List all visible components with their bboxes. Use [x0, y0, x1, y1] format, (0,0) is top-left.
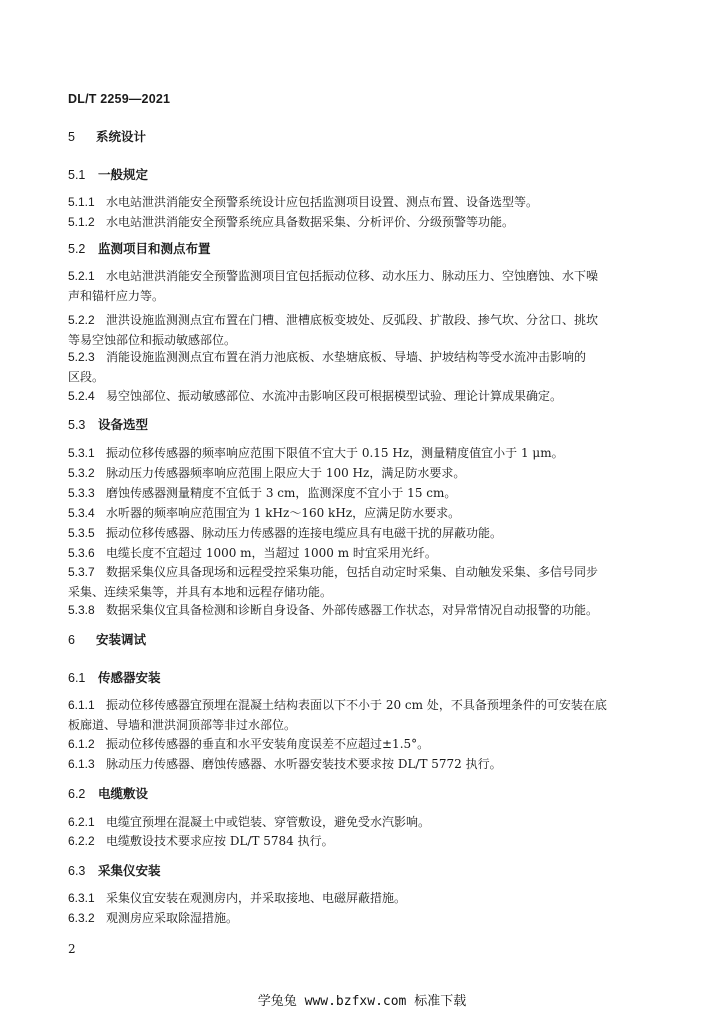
clause-text: 易空蚀部位、振动敏感部位、水流冲击影响区段可根据模型试验、理论计算成果确定。	[106, 389, 563, 403]
clause-text-line: 消能设施监测测点宜布置在消力池底板、水垫塘底板、导墙、护坡结构等受水流冲击影响的	[106, 350, 587, 364]
clause-number: 5.3.7	[68, 565, 95, 579]
clause-text: 水电站泄洪消能安全预警系统应具备数据采集、分析评价、分级预警等功能。	[106, 215, 515, 229]
clause-text: 数据采集仪宜具备检测和诊断自身设备、外部传感器工作状态，对异常情况自动报警的功能。	[106, 603, 599, 617]
clause-number: 5.2.4	[68, 389, 95, 403]
section-5-1-heading	[68, 165, 148, 183]
clause-text: 电缆敷设技术要求应按 DL/T 5784 执行。	[106, 834, 334, 848]
watermark-footer: 学兔兔 www.bzfxw.com 标准下载	[257, 994, 467, 1009]
section-title: 安装调试	[96, 632, 147, 647]
section-title: 监测项目和测点布置	[98, 241, 211, 256]
clause-text-line: 板廊道、导墙和泄洪洞顶部等非过水部位。	[68, 718, 297, 732]
clause-5-3-3	[68, 483, 658, 503]
clause-text: 磨蚀传感器测量精度不宜低于 3 cm，监测深度不宜小于 15 cm。	[106, 486, 457, 500]
clause-5-1-2	[68, 212, 658, 232]
clause-number: 5.2.2	[68, 313, 95, 327]
clause-text-line: 数据采集仪应具备现场和远程受控采集功能，包括自动定时采集、自动触发采集、多信号同步	[106, 565, 599, 579]
clause-text-line: 泄洪设施监测测点宜布置在门槽、泄槽底板变坡处、反弧段、扩散段、掺气坎、分岔口、挑坎	[106, 313, 599, 327]
clause-6-1-1	[68, 695, 658, 735]
clause-6-3-2	[68, 908, 658, 928]
section-title: 传感器安装	[98, 670, 161, 685]
clause-5-3-7	[68, 562, 658, 602]
section-number: 6	[68, 633, 75, 647]
clause-5-3-4	[68, 503, 658, 523]
clause-number: 5.1.1	[68, 195, 95, 209]
clause-text-line: 水电站泄洪消能安全预警监测项目宜包括振动位移、动水压力、脉动压力、空蚀磨蚀、水下噪	[106, 269, 599, 283]
clause-number: 5.2.1	[68, 269, 95, 283]
section-number: 6.2	[68, 787, 86, 801]
clause-number: 6.2.1	[68, 815, 95, 829]
section-5-heading	[68, 127, 146, 145]
section-title: 一般规定	[98, 167, 149, 182]
clause-text: 振动位移传感器、脉动压力传感器的连接电缆应具有电磁干扰的屏蔽功能。	[106, 526, 503, 540]
clause-number: 6.1.3	[68, 757, 95, 771]
clause-number: 5.3.6	[68, 546, 95, 560]
page-number: 2	[68, 942, 76, 956]
clause-number: 5.1.2	[68, 215, 95, 229]
clause-number: 6.3.1	[68, 891, 95, 905]
clause-5-2-2	[68, 310, 658, 350]
section-title: 系统设计	[96, 129, 147, 144]
section-5-2-heading	[68, 239, 211, 257]
clause-number: 5.2.3	[68, 350, 95, 364]
clause-5-3-8	[68, 600, 658, 620]
clause-number: 5.3.1	[68, 446, 95, 460]
clause-text: 电缆长度不宜超过 1000 m，当超过 1000 m 时宜采用光纤。	[106, 546, 437, 560]
clause-6-1-2	[68, 734, 658, 754]
clause-6-3-1	[68, 888, 658, 908]
section-title: 采集仪安装	[98, 863, 161, 878]
section-number: 6.3	[68, 864, 86, 878]
clause-text: 水听器的频率响应范围宜为 1 kHz～160 kHz，应满足防水要求。	[106, 506, 461, 520]
clause-number: 6.2.2	[68, 834, 95, 848]
clause-number: 6.1.1	[68, 698, 95, 712]
clause-number: 5.3.2	[68, 466, 95, 480]
document-code: DL/T 2259—2021	[68, 92, 171, 106]
section-number: 5.1	[68, 168, 86, 182]
clause-5-3-6	[68, 543, 658, 563]
section-number: 6.1	[68, 671, 86, 685]
clause-number: 5.3.3	[68, 486, 95, 500]
section-number: 5.2	[68, 242, 86, 256]
clause-text-line: 采集、连续采集等，并具有本地和远程存储功能。	[68, 585, 333, 599]
clause-6-2-2	[68, 831, 658, 851]
clause-text-line: 振动位移传感器宜预埋在混凝土结构表面以下不小于 20 cm 处，不具备预埋条件的可安装在底	[106, 698, 607, 712]
clause-text: 脉动压力传感器频率响应范围上限应大于 100 Hz，满足防水要求。	[106, 466, 466, 480]
section-title: 电缆敷设	[98, 786, 149, 801]
section-number: 5	[68, 130, 75, 144]
section-5-3-heading	[68, 415, 148, 433]
clause-text-line: 等易空蚀部位和振动敏感部位。	[68, 333, 237, 347]
clause-text: 振动位移传感器的频率响应范围下限值不宜大于 0.15 Hz，测量精度值宜小于 1 μm。	[106, 446, 564, 460]
section-6-heading	[68, 630, 146, 648]
clause-5-2-1	[68, 266, 658, 306]
clause-text: 振动位移传感器的垂直和水平安装角度误差不应超过±1.5°。	[106, 737, 430, 751]
clause-text: 水电站泄洪消能安全预警系统设计应包括监测项目设置、测点布置、设备选型等。	[106, 195, 539, 209]
section-title: 设备选型	[98, 417, 149, 432]
clause-text: 观测房应采取除湿措施。	[106, 911, 239, 925]
clause-5-3-5	[68, 523, 658, 543]
clause-5-3-1	[68, 443, 658, 463]
clause-6-1-3	[68, 754, 658, 774]
clause-5-1-1	[68, 192, 658, 212]
clause-text: 脉动压力传感器、磨蚀传感器、水听器安装技术要求按 DL/T 5772 执行。	[106, 757, 502, 771]
clause-text-line: 声和锚杆应力等。	[68, 289, 165, 303]
clause-number: 6.3.2	[68, 911, 95, 925]
clause-number: 5.3.8	[68, 603, 95, 617]
clause-number: 5.3.4	[68, 506, 95, 520]
section-6-3-heading	[68, 861, 161, 879]
clause-6-2-1	[68, 812, 658, 832]
clause-5-2-3	[68, 347, 658, 387]
clause-number: 5.3.5	[68, 526, 95, 540]
clause-number: 6.1.2	[68, 737, 95, 751]
clause-text: 电缆宜预埋在混凝土中或铠装、穿管敷设，避免受水汽影响。	[106, 815, 431, 829]
section-number: 5.3	[68, 418, 86, 432]
clause-5-2-4	[68, 386, 658, 406]
section-6-1-heading	[68, 668, 161, 686]
clause-5-3-2	[68, 463, 658, 483]
section-6-2-heading	[68, 784, 148, 802]
clause-text-line: 区段。	[68, 370, 105, 384]
clause-text: 采集仪宜安装在观测房内，并采取接地、电磁屏蔽措施。	[106, 891, 407, 905]
